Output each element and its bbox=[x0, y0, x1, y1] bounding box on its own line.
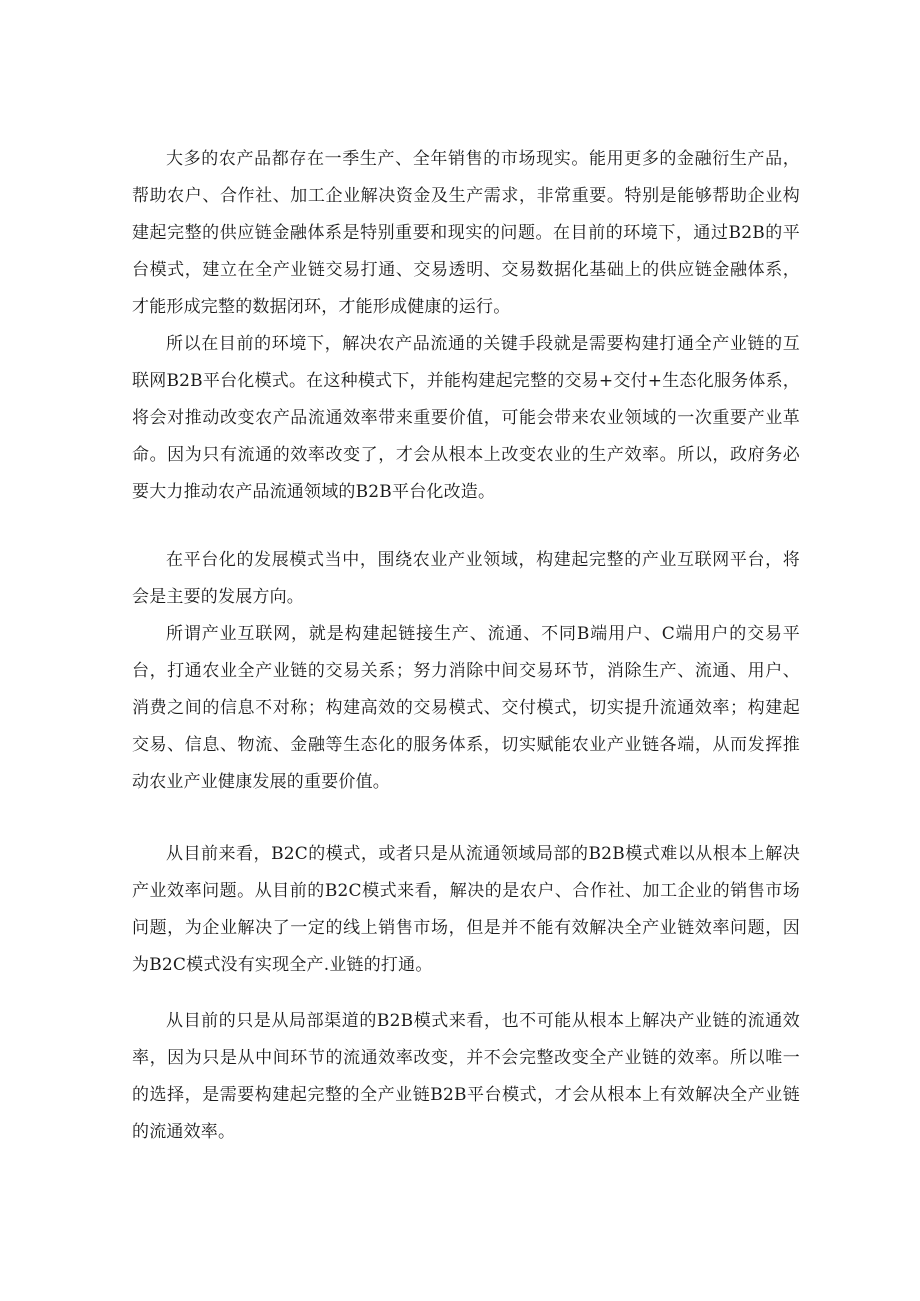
paragraph-5: 从目前来看，B2C的模式，或者只是从流通领域局部的B2B模式难以从根本上解决产业效率问题。从目前的B2C模式来看，解决的是农户、合作社、加工企业的销售市场问题，为企业解决了一定的线上销售市场，但是并不能有效解决全产业链效率问题，因为B2C模式没有实现全产.业链的打通。 bbox=[132, 844, 800, 975]
paragraph-1: 大多的农产品都存在一季生产、全年销售的市场现实。能用更多的金融衍生产品，帮助农户、合作社、加工企业解决资金及生产需求，非常重要。特别是能够帮助企业构建起完整的供应链金融体系是特别重要和现实的问题。在目前的环境下，通过B2B的平台模式，建立在全产业链交易打通、交易透明、交易数据化基础上的供应链金融体系，才能形成完整的数据闭环，才能形成健康的运行。 bbox=[132, 149, 800, 317]
document-body bbox=[132, 141, 800, 1151]
paragraph-2: 所以在目前的环境下，解决农产品流通的关键手段就是需要构建打通全产业链的互联网B2B平台化模式。在这种模式下，并能构建起完整的交易+交付+生态化服务体系，将会对推动改变农产品流通效率带来重要价值，可能会带来农业领域的一次重要产业革命。因为只有流通的效率改变了，才会从根本上改变农业的生产效率。所以，政府务必要大力推动农产品流通领域的B2B平台化改造。 bbox=[132, 334, 800, 502]
paragraph-3: 在平台化的发展模式当中，围绕农业产业领域，构建起完整的产业互联网平台，将会是主要的发展方向。 bbox=[132, 550, 800, 607]
paragraph-4: 所谓产业互联网，就是构建起链接生产、流通、不同B端用户、C端用户的交易平台，打通农业全产业链的交易关系；努力消除中间交易环节，消除生产、流通、用户、消费之间的信息不对称；构建高效的交易模式、交付模式，切实提升流通效率；构建起交易、信息、物流、金融等生态化的服务体系，切实赋能农业产业链各端，从而发挥推动农业产业健康发展的重要价值。 bbox=[132, 624, 800, 792]
paragraph-6: 从目前的只是从局部渠道的B2B模式来看，也不可能从根本上解决产业链的流通效率，因为只是从中间环节的流通效率改变，并不会完整改变全产业链的效率。所以唯一的选择，是需要构建起完整的全产业链B2B平台模式，才会从根本上有效解决全产业链的流通效率。 bbox=[132, 1011, 800, 1142]
